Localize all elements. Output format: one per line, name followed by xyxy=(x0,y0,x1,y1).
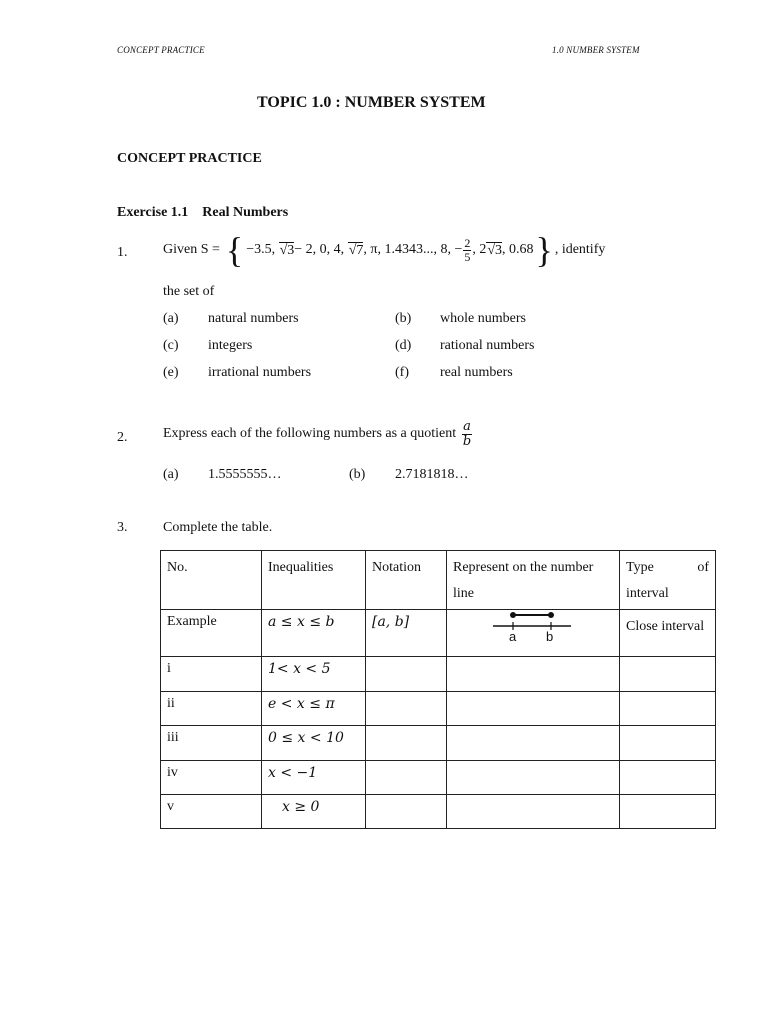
table-header-row xyxy=(161,551,716,610)
fraction-denominator: b xyxy=(462,433,472,449)
q1-number: 1. xyxy=(117,245,128,260)
header-number-line: Represent on the number line xyxy=(447,551,620,610)
cell-inequality: x < −1 xyxy=(262,761,366,795)
q2-b-value: 2.7181818… xyxy=(395,467,469,482)
q1-given: Given S = xyxy=(163,242,220,257)
interval-table xyxy=(160,550,716,829)
option-label: (e) xyxy=(163,365,179,380)
cell-type-blank[interactable] xyxy=(620,726,716,761)
option-label: (b) xyxy=(395,311,412,326)
closed-endpoint-b xyxy=(548,612,554,618)
option-label: (c) xyxy=(163,338,179,353)
cell-number-line-blank[interactable] xyxy=(447,761,620,795)
close-brace: } xyxy=(535,230,553,270)
open-brace: { xyxy=(225,230,244,270)
cell-inequality: a ≤ x ≤ b xyxy=(262,610,366,657)
cell-type: Close interval xyxy=(620,610,716,657)
cell-notation: [a, b] xyxy=(366,610,447,657)
running-header-left: CONCEPT PRACTICE xyxy=(117,45,205,55)
cell-inequality: x ≥ 0 xyxy=(262,795,366,829)
cell-notation-blank[interactable] xyxy=(366,657,447,692)
cell-notation-blank[interactable] xyxy=(366,795,447,829)
option-text: real numbers xyxy=(440,365,513,380)
cell-inequality: e < x ≤ π xyxy=(262,692,366,726)
cell-notation-blank[interactable] xyxy=(366,761,447,795)
q1-set-line xyxy=(163,230,605,270)
table-row-example xyxy=(161,610,716,657)
q2-a-label: (a) xyxy=(163,467,179,482)
set-element-sqrt: √3 xyxy=(279,242,295,258)
exercise-heading xyxy=(117,205,288,221)
set-element: , π, 1.4343..., 8, − xyxy=(363,242,463,257)
quotient-fraction xyxy=(462,420,472,448)
section-title: CONCEPT PRACTICE xyxy=(117,151,262,166)
running-header-right: 1.0 NUMBER SYSTEM xyxy=(552,45,640,55)
fraction-numerator: 2 xyxy=(464,235,471,250)
q2-a-value: 1.5555555… xyxy=(208,467,282,482)
cell-notation-blank[interactable] xyxy=(366,692,447,726)
cell-number-line-blank[interactable] xyxy=(447,726,620,761)
q2-b-label: (b) xyxy=(349,467,366,482)
cell-type-blank[interactable] xyxy=(620,692,716,726)
q1-continuation: the set of xyxy=(163,284,215,299)
header-inequalities: Inequalities xyxy=(262,551,366,610)
exercise-label: Exercise 1.1 xyxy=(117,205,189,220)
set-element-sqrt: √3 xyxy=(487,242,503,258)
set-element-fraction xyxy=(463,237,471,263)
page-title: TOPIC 1.0 : NUMBER SYSTEM xyxy=(257,94,486,111)
option-text: irrational numbers xyxy=(208,365,312,380)
cell-no: Example xyxy=(161,610,262,657)
option-label: (a) xyxy=(163,311,179,326)
option-text: integers xyxy=(208,338,253,353)
q1-tail: , identify xyxy=(554,242,606,257)
cell-inequality: 0 ≤ x < 10 xyxy=(262,726,366,761)
cell-number-line-blank[interactable] xyxy=(447,657,620,692)
fraction-denominator: 5 xyxy=(464,249,471,264)
table-row xyxy=(161,795,716,829)
cell-number-line-blank[interactable] xyxy=(447,795,620,829)
option-text: whole numbers xyxy=(440,311,526,326)
q3-text: Complete the table. xyxy=(163,520,273,535)
table-row xyxy=(161,726,716,761)
header-type: Type of interval xyxy=(620,551,716,610)
closed-endpoint-a xyxy=(510,612,516,618)
q2-text-line xyxy=(163,420,473,448)
set-element-sqrt: √7 xyxy=(348,242,364,258)
number-line-diagram xyxy=(447,610,619,656)
q2-text: Express each of the following numbers as a quotient xyxy=(163,426,457,442)
point-label-a: a xyxy=(509,629,517,644)
set-element: , 2 xyxy=(472,242,487,257)
fraction-numerator: a xyxy=(463,419,471,434)
cell-type-blank[interactable] xyxy=(620,761,716,795)
cell-no: iii xyxy=(161,726,262,761)
option-text: natural numbers xyxy=(208,311,299,326)
table-row xyxy=(161,657,716,692)
table-row xyxy=(161,692,716,726)
option-text: rational numbers xyxy=(440,338,535,353)
set-element: − 2, 0, 4, xyxy=(294,242,345,257)
cell-inequality: 1< x < 5 xyxy=(262,657,366,692)
cell-no: i xyxy=(161,657,262,692)
header-no: No. xyxy=(161,551,262,610)
cell-number-line-blank[interactable] xyxy=(447,692,620,726)
point-label-b: b xyxy=(546,629,554,644)
table-row xyxy=(161,761,716,795)
cell-no: v xyxy=(161,795,262,829)
cell-type-blank[interactable] xyxy=(620,795,716,829)
set-element: −3.5, xyxy=(246,242,276,257)
q2-number: 2. xyxy=(117,430,128,445)
cell-number-line xyxy=(447,610,620,657)
option-label: (d) xyxy=(395,338,412,353)
exercise-name: Real Numbers xyxy=(202,205,289,220)
cell-no: ii xyxy=(161,692,262,726)
cell-type-blank[interactable] xyxy=(620,657,716,692)
header-notation: Notation xyxy=(366,551,447,610)
set-element: , 0.68 xyxy=(502,242,534,257)
cell-no: iv xyxy=(161,761,262,795)
cell-notation-blank[interactable] xyxy=(366,726,447,761)
q3-number: 3. xyxy=(117,520,128,535)
option-label: (f) xyxy=(395,365,409,380)
